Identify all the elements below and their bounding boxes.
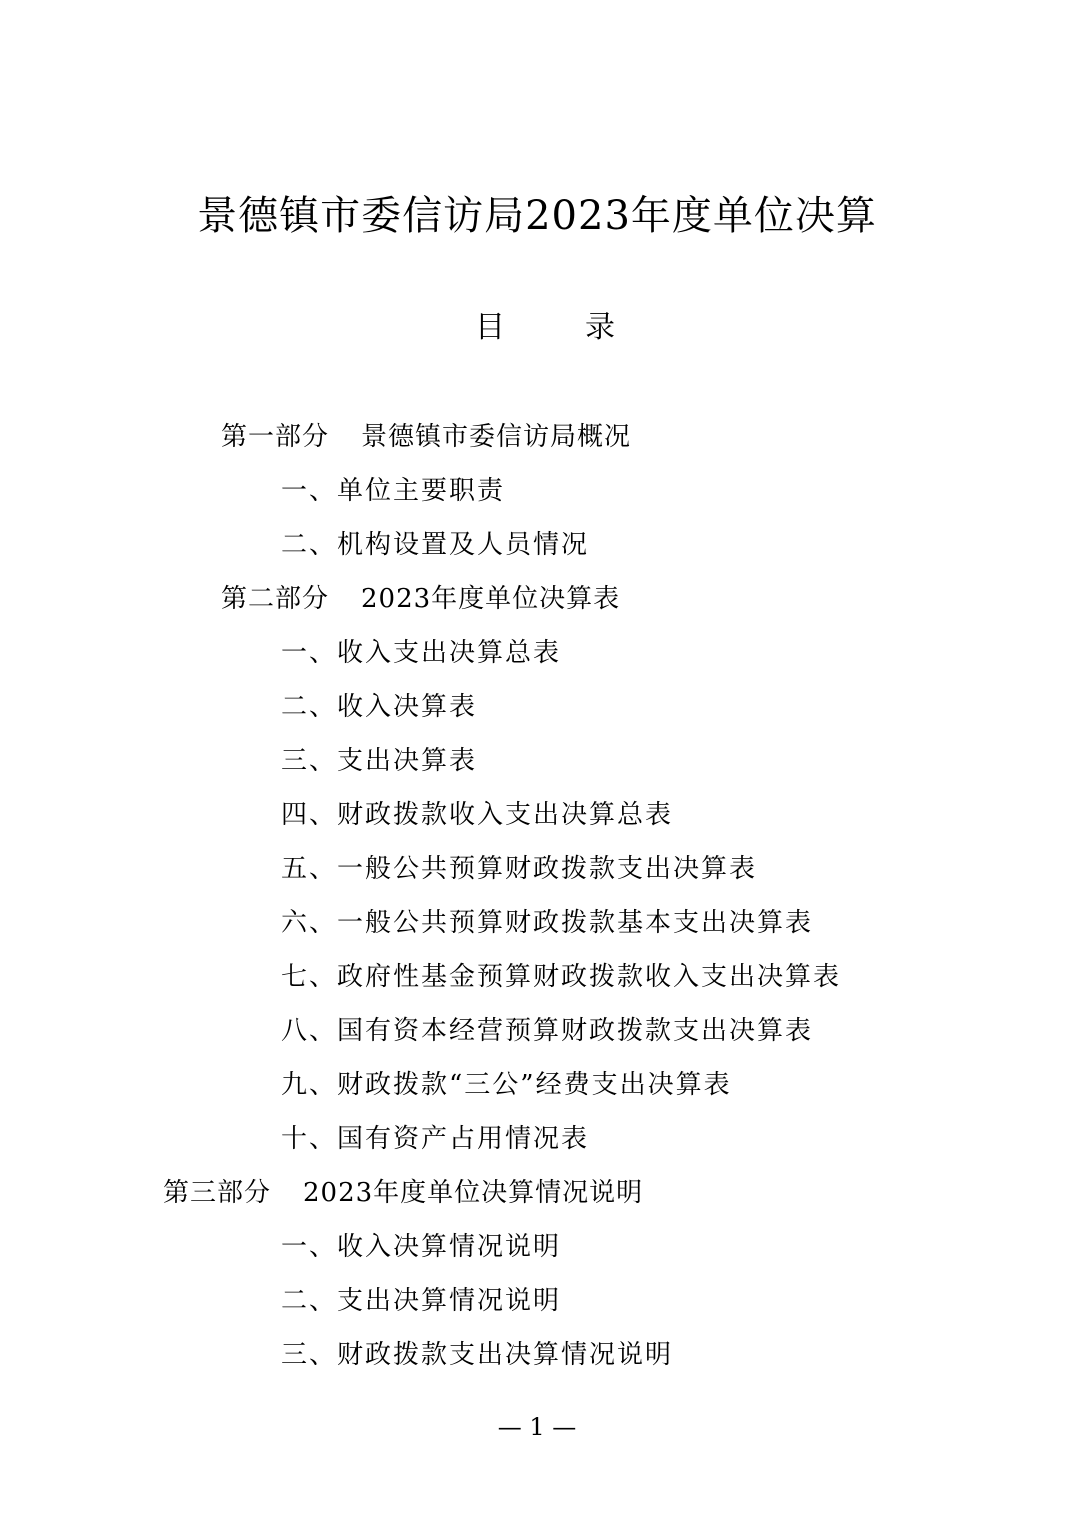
toc-item[interactable]: 十、国有资产占用情况表 [281, 1124, 590, 1154]
toc-item[interactable]: 一、收入决算情况说明 [281, 1232, 562, 1262]
toc-heading-char-2: 录 [585, 310, 615, 345]
part-label: 第三部分 [163, 1178, 272, 1208]
page-number: — 1 — [497, 1413, 577, 1441]
toc-item[interactable]: 三、财政拨款支出决算情况说明 [281, 1340, 674, 1370]
document-title: 景德镇市委信访局2023年度单位决算 [197, 193, 877, 239]
toc-item[interactable]: 七、政府性基金预算财政拨款收入支出决算表 [281, 962, 842, 992]
toc-item[interactable]: 四、财政拨款收入支出决算总表 [281, 800, 674, 830]
toc-item[interactable]: 五、一般公共预算财政拨款支出决算表 [281, 854, 758, 884]
toc-item[interactable]: 九、财政拨款“三公”经费支出决算表 [281, 1070, 732, 1100]
part-title: 2023年度单位决算情况说明 [303, 1178, 644, 1208]
toc-item[interactable]: 一、收入支出决算总表 [281, 638, 562, 668]
part-label: 第一部分 [221, 422, 330, 452]
part-label: 第二部分 [221, 584, 330, 614]
toc-item[interactable]: 二、收入决算表 [281, 692, 478, 722]
toc-item[interactable]: 一、单位主要职责 [281, 476, 506, 506]
toc-item[interactable]: 八、国有资本经营预算财政拨款支出决算表 [281, 1016, 814, 1046]
toc-heading [475, 306, 615, 350]
toc-item[interactable]: 六、一般公共预算财政拨款基本支出决算表 [281, 908, 814, 938]
toc-part-2[interactable] [221, 581, 620, 617]
toc-part-3[interactable] [163, 1175, 643, 1211]
part-title: 2023年度单位决算表 [361, 584, 621, 614]
part-title: 景德镇市委信访局概况 [361, 422, 632, 452]
toc-item[interactable]: 三、支出决算表 [281, 746, 478, 776]
toc-item[interactable]: 二、支出决算情况说明 [281, 1286, 562, 1316]
toc-part-1[interactable] [221, 419, 631, 455]
toc-item[interactable]: 二、机构设置及人员情况 [281, 530, 590, 560]
toc-heading-char-1: 目 [475, 310, 505, 345]
